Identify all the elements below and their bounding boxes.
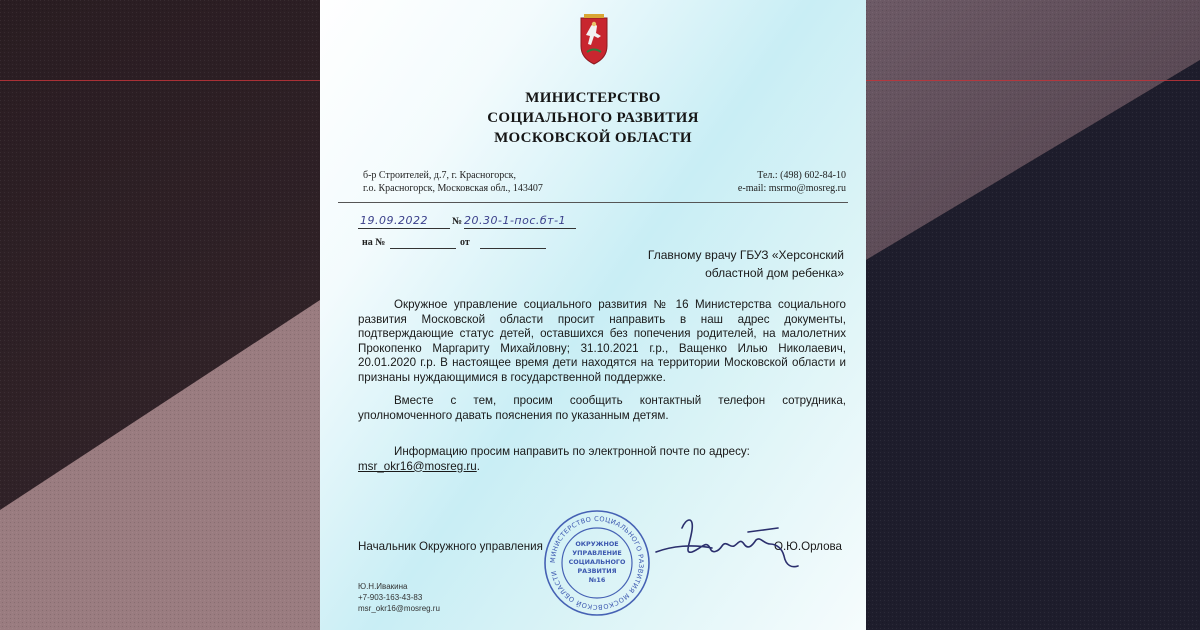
phone-line: Тел.: (498) 602-84-10 bbox=[757, 170, 846, 181]
address-line2: г.о. Красногорск, Московская обл., 143407 bbox=[363, 183, 543, 194]
stamp-center-line: УПРАВЛЕНИЕ bbox=[572, 549, 622, 557]
on-number-blank bbox=[390, 248, 456, 249]
stamp-center-line: №16 bbox=[588, 576, 606, 584]
from-label: от bbox=[460, 237, 470, 248]
number-underline bbox=[464, 228, 576, 229]
handwritten-number: 20.30-1-пос.бт-1 bbox=[464, 214, 567, 227]
address-line1: б-р Строителей, д.7, г. Красногорск, bbox=[363, 170, 516, 181]
date-underline bbox=[358, 228, 450, 229]
header-divider bbox=[338, 202, 848, 203]
paragraph-text: Окружное управление социального развития № 16 Министерства социального развития Московской области просит направить в наш адрес документы, подтверждающие статус детей, оставшихся без попечения родителей, на малолетних Прокопенко Маргариту Михайловну; 31.10.2021 г.р., Ващенко Илью Николаевич, 20.01.2020 г.р. В настоящее время дети находятся на территории Московской области и признаны нуждающимися в государственной поддержке. bbox=[358, 298, 846, 384]
body-paragraph-1 bbox=[358, 298, 846, 385]
addressee-line2: областной дом ребенка» bbox=[705, 266, 844, 280]
executor-email: msr_okr16@mosreg.ru bbox=[358, 604, 440, 613]
addressee bbox=[648, 246, 844, 282]
on-number-label: на № bbox=[362, 237, 386, 248]
ministry-name-line1: МИНИСТЕРСТВО bbox=[525, 90, 661, 106]
official-stamp bbox=[542, 508, 652, 618]
handwritten-date: 19.09.2022 bbox=[360, 214, 428, 227]
paragraph-text: Информацию просим направить по электронной почте по адресу: bbox=[394, 445, 750, 458]
signer-name: О.Ю.Орлова bbox=[773, 540, 842, 553]
executor-name: Ю.Н.Ивакина bbox=[358, 582, 408, 591]
executor-phone: +7-903-163-43-83 bbox=[358, 593, 423, 602]
addressee-line1: Главному врачу ГБУЗ «Херсонский bbox=[647, 248, 844, 262]
ministry-name-line3: МОСКОВСКОЙ ОБЛАСТИ bbox=[494, 130, 692, 146]
stamp-center-line: СОЦИАЛЬНОГО bbox=[568, 558, 626, 566]
body-paragraph-3 bbox=[358, 445, 846, 474]
coat-of-arms-icon bbox=[578, 12, 610, 70]
handwritten-signature bbox=[652, 508, 802, 580]
number-label: № bbox=[452, 216, 463, 227]
stamp-ring-text: МИНИСТЕРСТВО СОЦИАЛЬНОГО РАЗВИТИЯ МОСКОВСКОЙ ОБЛАСТИ bbox=[548, 514, 646, 612]
body-paragraph-2 bbox=[358, 394, 846, 423]
reply-email-link[interactable]: msr_okr16@mosreg.ru bbox=[358, 459, 477, 473]
stamp-center-line: РАЗВИТИЯ bbox=[577, 567, 617, 575]
paragraph-text: Вместе с тем, просим сообщить контактный телефон сотрудника, уполномоченного давать пояснения по указанным детям. bbox=[358, 394, 846, 422]
letter-document bbox=[320, 0, 866, 630]
ministry-name-line2: СОЦИАЛЬНОГО РАЗВИТИЯ bbox=[487, 110, 699, 126]
signer-position: Начальник Окружного управления bbox=[358, 540, 543, 553]
stamp-center-line: ОКРУЖНОЕ bbox=[575, 540, 619, 548]
email-line: e-mail: msrmo@mosreg.ru bbox=[737, 183, 846, 194]
from-blank bbox=[480, 248, 546, 249]
paragraph-tail: . bbox=[476, 459, 480, 473]
